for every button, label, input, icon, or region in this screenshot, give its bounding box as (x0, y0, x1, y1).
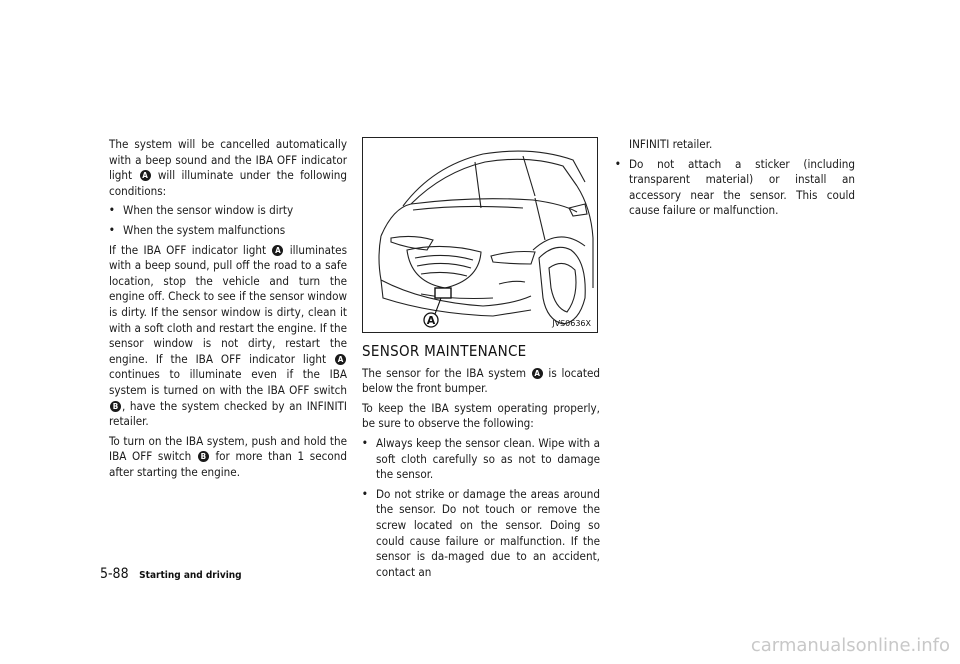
text: , have the system checked by an INFINITI retailer. (109, 398, 347, 429)
text: If the IBA OFF indicator light (109, 242, 272, 257)
paragraph-sensor-location (362, 366, 600, 397)
section-heading: SENSOR MAINTENANCE (362, 342, 527, 360)
list-item: • When the sensor window is dirty (109, 203, 347, 219)
watermark: carmanualsonline.info (750, 635, 950, 656)
list-item-continued: INFINITI retailer. (629, 137, 713, 151)
paragraph-turn-on (109, 434, 347, 481)
page-number: 5-88 (100, 566, 129, 582)
text: for more than 1 second after starting the engine. (109, 449, 347, 479)
middle-column (362, 344, 600, 584)
text: To turn on the IBA system, push and hold the IBA OFF switch (109, 433, 347, 464)
marker-a: A (272, 245, 283, 256)
list-item: • Do not attach a sticker (including transparent material) or install an accessory near the sensor. This could cause failure or malfunction. (615, 157, 855, 219)
text: continues to illuminate even if the IBA system is turned on with the IBA OFF switch (109, 367, 347, 397)
marker-b: B (198, 451, 209, 462)
text: The system will be cancelled automatically with a beep sound and the IBA OFF indicator light (109, 137, 347, 183)
list-item: • Always keep the sensor clean. Wipe with a soft cloth carefully so as not to damage the sensor. (362, 436, 600, 483)
text: The sensor for the IBA system (362, 365, 531, 380)
marker-a: A (532, 368, 543, 379)
page-footer (100, 563, 242, 582)
text: will illuminate under the following conditions: (109, 168, 347, 198)
figure-callout-a: A (426, 314, 436, 327)
right-column (615, 137, 855, 223)
paragraph-indicator-illuminates (109, 243, 347, 430)
list-item: • Do not strike or damage the areas around the sensor. Do not touch or remove the screw located on the sensor. Doing so could cause failure or malfunction. If the sensor is da-maged due to an accident, contact an (362, 487, 600, 581)
text: is located below the front bumper. (362, 365, 600, 396)
marker-a: A (140, 170, 151, 181)
car-drawing (363, 138, 597, 332)
marker-b: B (110, 401, 121, 412)
car-sensor-illustration (362, 137, 598, 333)
left-column (109, 137, 347, 484)
figure-code: JVS0636X (552, 319, 591, 328)
list-item: • When the system malfunctions (109, 223, 347, 239)
paragraph-observe: To keep the IBA system operating properly, be sure to observe the following: (362, 400, 600, 431)
marker-a: A (335, 354, 346, 365)
paragraph-cancel-conditions (109, 137, 347, 199)
text: illuminates with a beep sound, pull off the road to a safe location, stop the vehicle and turn the engine off. Check to see if the sensor window is dirty. If the sensor window is dirty, clean it with a soft cloth and restart the engine. If the sensor window is not dirty, restart the engine. If the IBA OFF indicator light (109, 242, 348, 366)
section-name: Starting and driving (139, 570, 242, 581)
